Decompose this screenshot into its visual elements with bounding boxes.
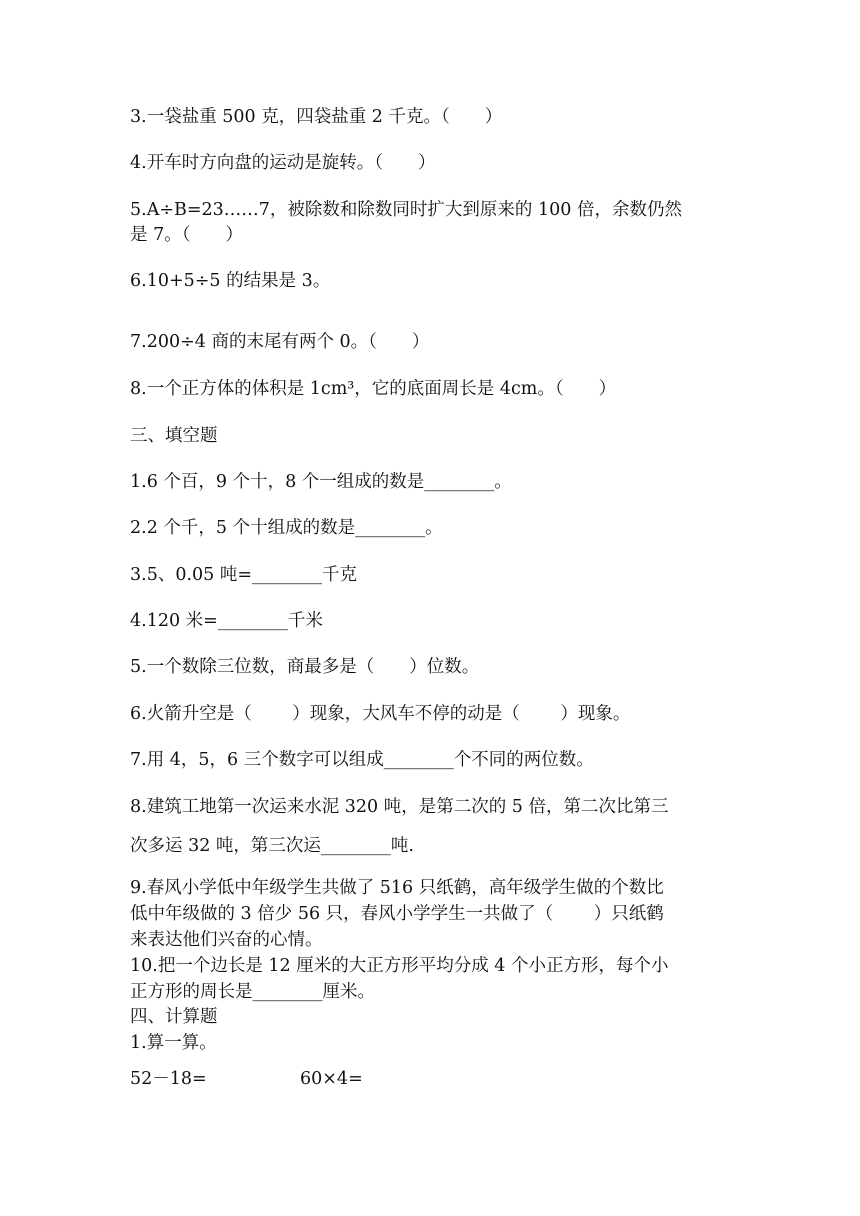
fill-item-2: 2.2 个千，5 个十组成的数是________。	[130, 518, 443, 538]
judge-item-3: 3.一袋盐重 500 克，四袋盐重 2 千克。（ ）	[130, 107, 503, 127]
fill-item-4: 4.120 米=________千米	[130, 611, 323, 631]
fill-item-6: 6.火箭升空是（ ）现象，大风车不停的动是（ ）现象。	[130, 704, 631, 724]
fill-item-3: 3.5、0.05 吨=________千克	[130, 565, 358, 585]
calc-expression-right: 60×4=	[300, 1069, 363, 1089]
fill-item-7: 7.用 4，5，6 三个数字可以组成________个不同的两位数。	[130, 750, 594, 770]
judge-item-7: 7.200÷4 商的末尾有两个 0。（ ）	[130, 332, 430, 352]
judge-item-5-line2: 是 7。（ ）	[130, 225, 243, 245]
fill-item-8-line2: 次多运 32 吨，第三次运________吨.	[130, 836, 414, 856]
fill-item-10-line1: 10.把一个边长是 12 厘米的大正方形平均分成 4 个小正方形，每个小	[130, 956, 669, 976]
fill-item-9-line1: 9.春风小学低中年级学生共做了 516 只纸鹤，高年级学生做的个数比	[130, 878, 664, 898]
judge-item-6: 6.10+5÷5 的结果是 3。	[130, 271, 331, 291]
calc-sub-heading: 1.算一算。	[130, 1033, 217, 1053]
judge-item-5-line1: 5.A÷B=23……7，被除数和除数同时扩大到原来的 100 倍，余数仍然	[130, 200, 682, 220]
calc-expression-left: 52－18=	[130, 1069, 207, 1089]
judge-item-4: 4.开车时方向盘的运动是旋转。（ ）	[130, 153, 436, 173]
fill-item-10-line2: 正方形的周长是________厘米。	[130, 982, 375, 1002]
judge-item-8: 8.一个正方体的体积是 1cm³，它的底面周长是 4cm。（ ）	[130, 379, 617, 399]
fill-item-9-line2: 低中年级做的 3 倍少 56 只，春风小学学生一共做了（ ）只纸鹤	[130, 904, 664, 924]
fill-item-9-line3: 来表达他们兴奋的心情。	[130, 930, 323, 950]
fill-item-8-line1: 8.建筑工地第一次运来水泥 320 吨，是第二次的 5 倍，第二次比第三	[130, 797, 669, 817]
fill-item-1: 1.6 个百，9 个十，8 个一组成的数是________。	[130, 472, 512, 492]
fill-item-5: 5.一个数除三位数，商最多是（ ）位数。	[130, 657, 480, 677]
section-heading-fill: 三、填空题	[130, 426, 218, 446]
section-heading-calc: 四、计算题	[130, 1007, 218, 1027]
